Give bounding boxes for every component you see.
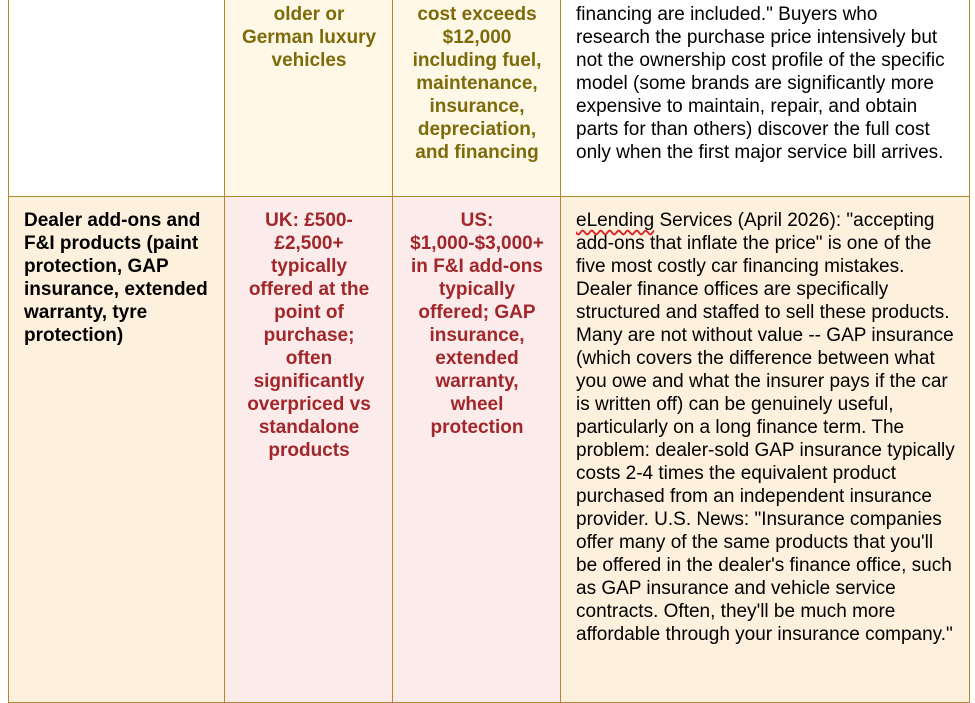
evidence-body: Services (April 2026): "accepting add-ons that inflate the price" is one of the five most costly car financing mistakes. Dealer finance offices are specifically structured and staffed to sell these products. Many are not without value -- GAP insurance (which covers the difference between what you owe and what the insurer pays if the car is written off) can be genuinely useful, particularly on a long finance term. The problem: dealer-sold GAP insurance typically costs 2-4 times the equivalent product purchased from an independent insurance provider. U.S. News: "Insurance companies offer many of the same products that you'll be offered in the dealer's finance office, such as GAP insurance and vehicle service contracts. Often, they'll be much more affordable through your insurance company." [576,210,955,645]
evidence-text [561,197,969,656]
table-row [9,197,970,703]
spellcheck-flagged-word[interactable]: eLending [576,210,655,231]
table-cell-uk [225,0,393,197]
table-cell-category [9,0,225,197]
comparison-table [8,0,970,703]
category-label [9,0,224,13]
us-cost-text: US: $1,000-$3,000+ in F&I add-ons typically offered; GAP insurance, extended warranty, wheel protection [410,210,544,438]
table-cell-evidence [561,197,970,703]
category-label: Dealer add-ons and F&I products (paint protection, GAP insurance, extended warranty, tyre protection) [24,210,208,346]
table-cell-us [393,197,561,703]
table-row [9,0,970,197]
table-cell-uk [225,197,393,703]
table-cell-category [9,197,225,703]
table-cell-us [393,0,561,197]
evidence-text: financing are included." Buyers who research the purchase price intensively but not the ownership cost profile of the specific model (some brands are significantly more expensive to maintain, repair, and obtain parts for than others) discover the full cost only when the first major service bill arrives. [576,4,945,163]
us-cost-text: cost exceeds $12,000 including fuel, maintenance, insurance, depreciation, and financing [412,4,542,163]
uk-cost-text: UK: £500-£2,500+ typically offered at the point of purchase; often significantly overpriced vs standalone products [247,210,371,461]
uk-cost-text: older or German luxury vehicles [241,4,377,71]
table-cell-evidence [561,0,970,197]
